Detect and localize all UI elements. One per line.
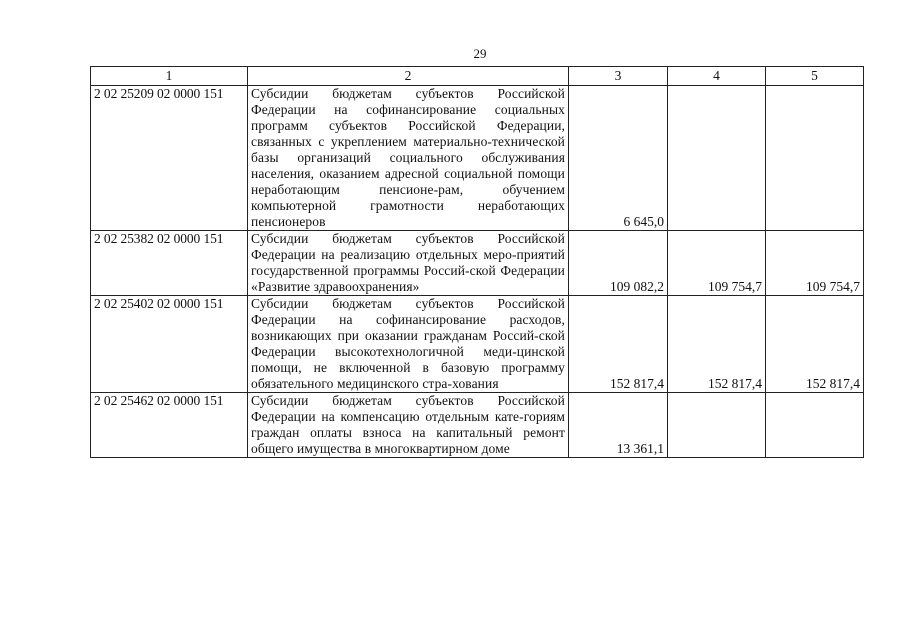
amount-col3: 109 082,2 [569,231,668,296]
amount-col4: 152 817,4 [668,296,766,393]
amount-col5 [766,86,864,231]
amount-col4 [668,86,766,231]
budget-code: 2 02 25382 02 0000 151 [91,231,248,296]
page-number: 29 [473,46,487,61]
budget-description: Субсидии бюджетам субъектов Российской Федерации на софинансирование социальных программ субъектов Российской Федерации, связанных с укреплением материально-технической базы организаций социального обслуживания населения, оказанием адресной социальной помощи неработающим пенсионе-рам, обучением компьютерной грамотности неработающих пенсионеров [248,86,569,231]
amount-col5 [766,393,864,458]
budget-table [90,66,864,458]
amount-col4 [668,393,766,458]
column-header-4: 4 [668,67,766,86]
amount-col5: 109 754,7 [766,231,864,296]
table-row [91,231,864,296]
budget-code: 2 02 25462 02 0000 151 [91,393,248,458]
budget-code: 2 02 25402 02 0000 151 [91,296,248,393]
budget-description: Субсидии бюджетам субъектов Российской Федерации на компенсацию отдельным кате-гориям граждан оплаты взноса на капитальный ремонт общего имущества в многоквартирном доме [248,393,569,458]
column-header-5: 5 [766,67,864,86]
table-row [91,393,864,458]
amount-col5: 152 817,4 [766,296,864,393]
budget-description: Субсидии бюджетам субъектов Российской Федерации на софинансирование расходов, возникающих при оказании гражданам Россий-ской Федерации высокотехнологичной меди-цинской помощи, не включенной в базовую программу обязательного медицинского стра-хования [248,296,569,393]
table-row [91,296,864,393]
table-header-row [91,67,864,86]
column-header-3: 3 [569,67,668,86]
amount-col4: 109 754,7 [668,231,766,296]
column-header-1: 1 [91,67,248,86]
budget-code: 2 02 25209 02 0000 151 [91,86,248,231]
amount-col3: 13 361,1 [569,393,668,458]
budget-description: Субсидии бюджетам субъектов Российской Федерации на реализацию отдельных меро-приятий государственной программы Россий-ской Федерации «Развитие здравоохранения» [248,231,569,296]
table-row [91,86,864,231]
amount-col3: 6 645,0 [569,86,668,231]
amount-col3: 152 817,4 [569,296,668,393]
column-header-2: 2 [248,67,569,86]
